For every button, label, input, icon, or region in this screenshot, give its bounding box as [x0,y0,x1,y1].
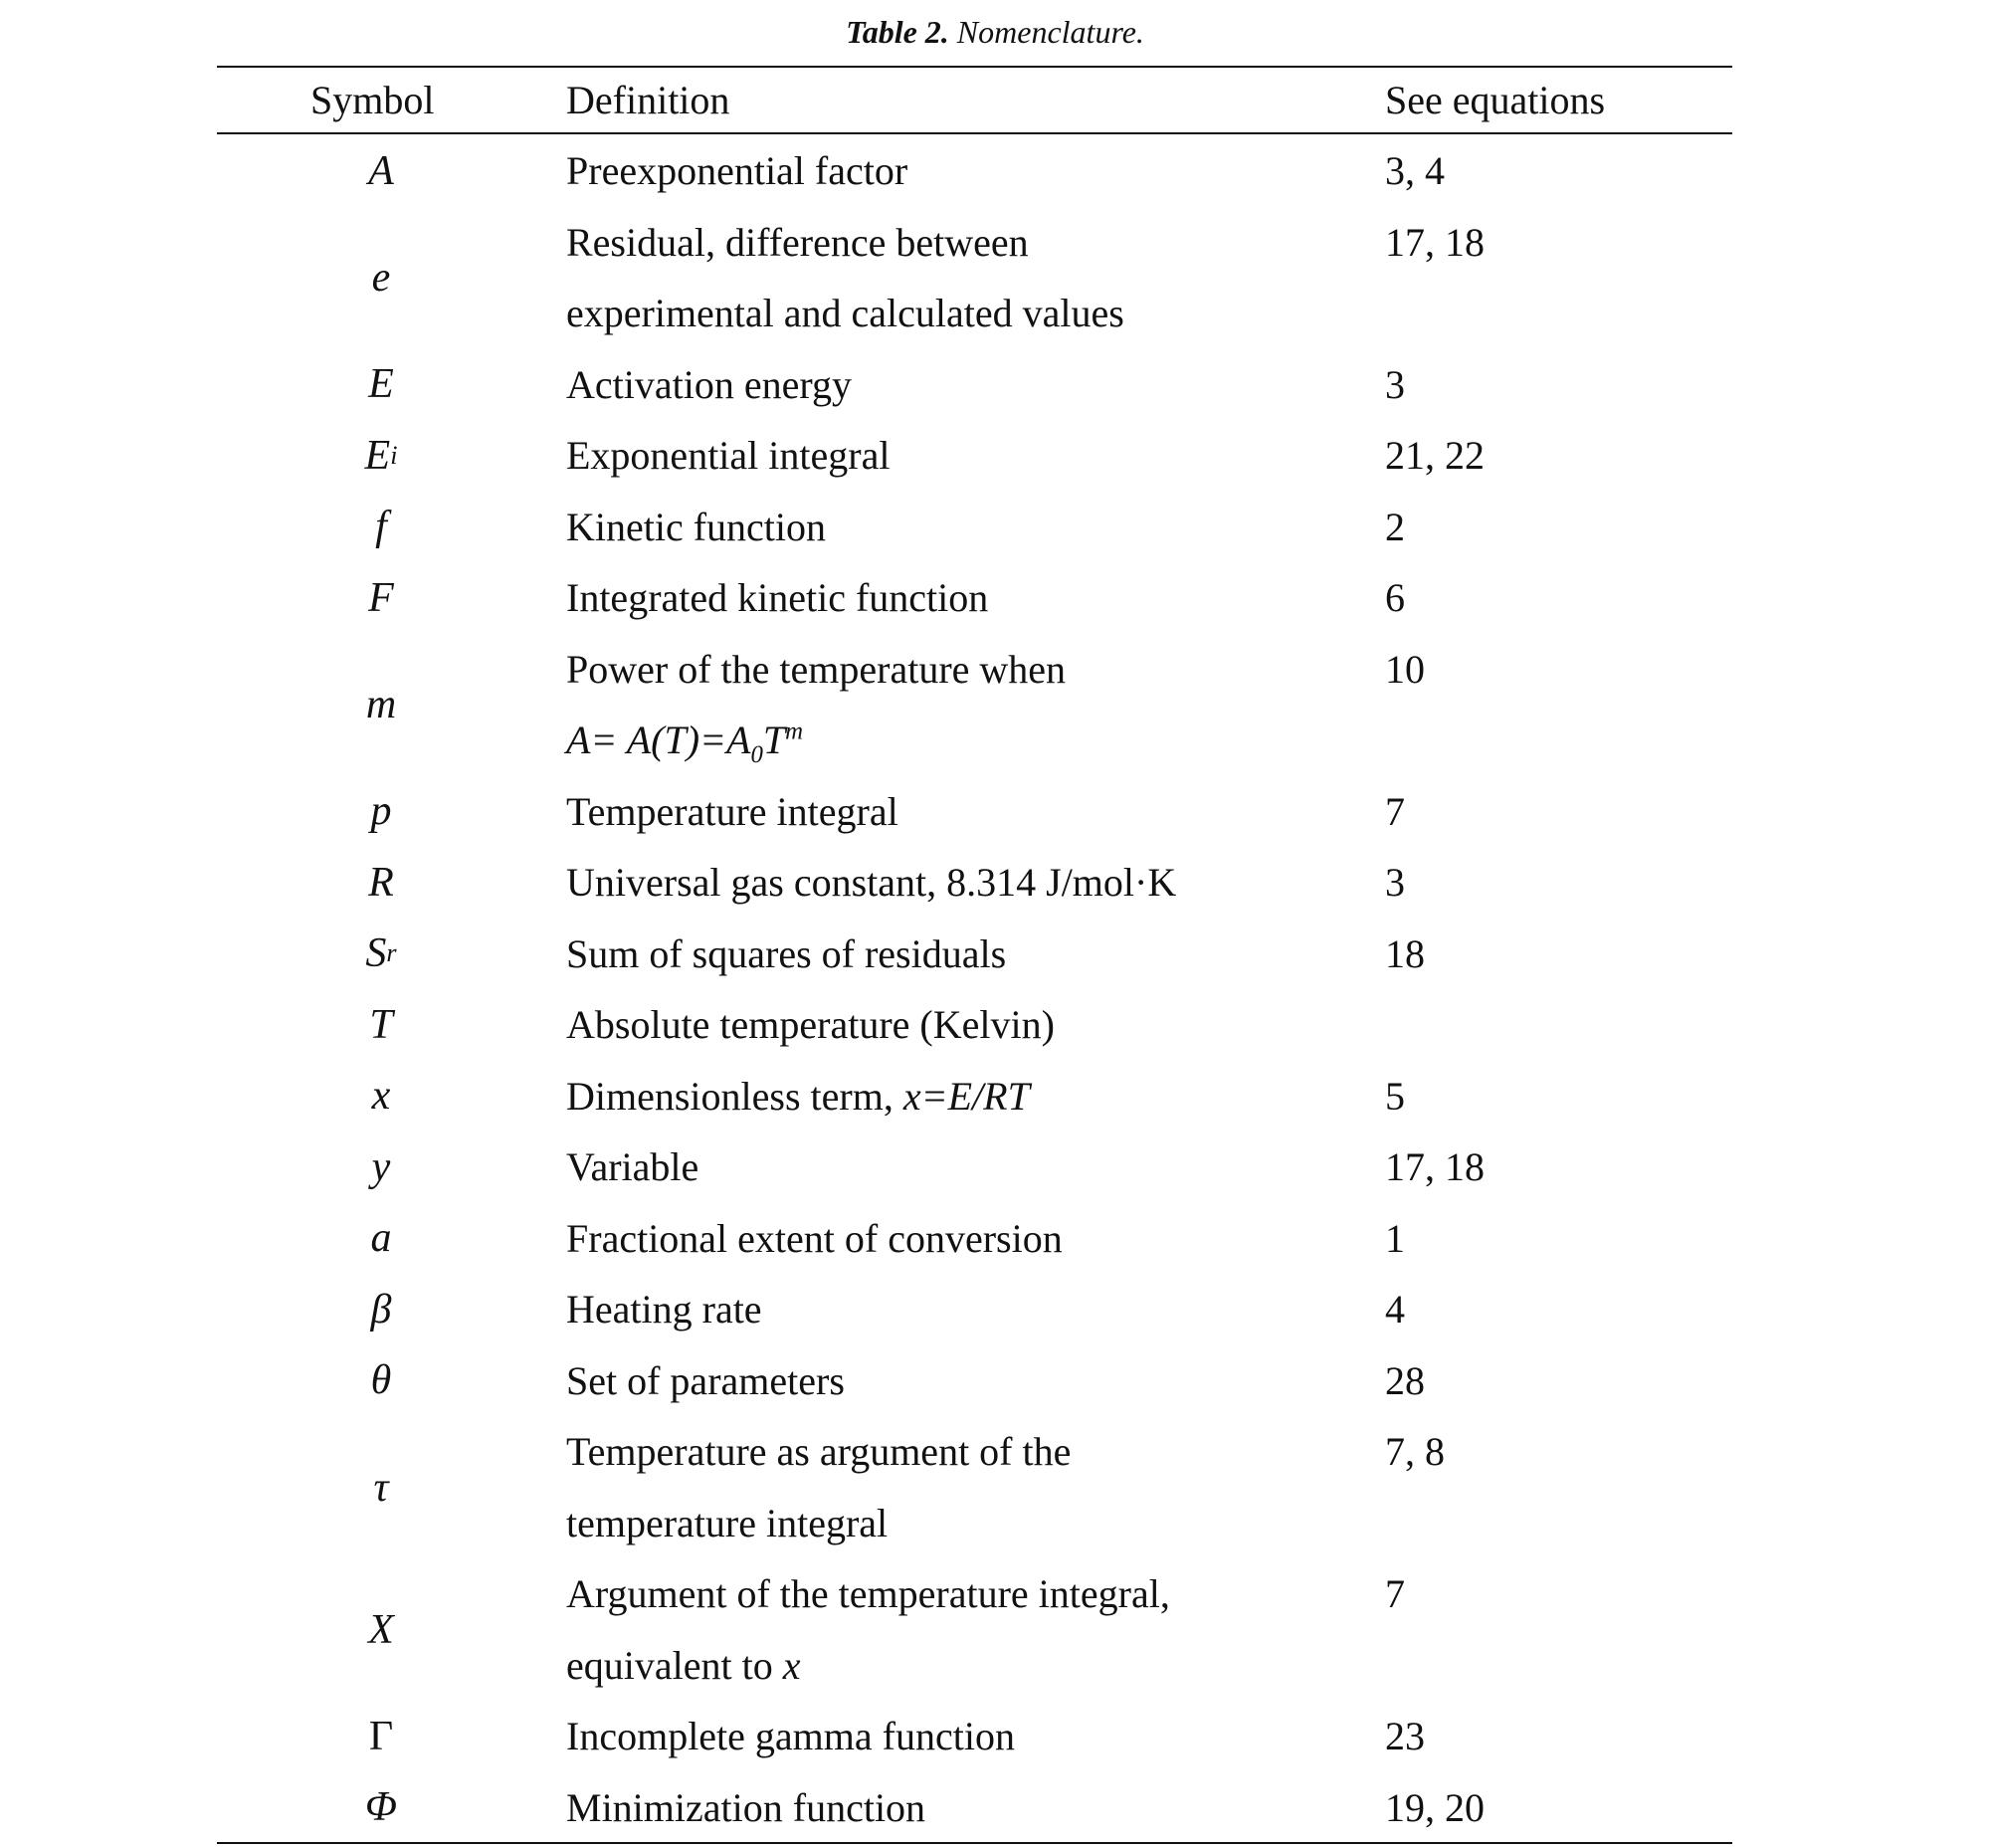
definition-text: Kinetic function [566,504,827,549]
symbol: β [370,1286,392,1333]
equations-cell: 7 [1385,788,1405,834]
nomenclature-table-body [217,135,1732,1843]
symbol-cell [217,1203,545,1275]
definition-cell [566,135,907,207]
table-row [217,776,1732,848]
definition-text: temperature integral [566,1500,889,1545]
symbol-cell: S r [365,930,397,977]
symbol: F [368,574,394,621]
definition-text: Variable [566,1144,699,1189]
definition-cell [566,1131,698,1203]
table-caption [0,14,1990,51]
equations-cell: 7 [1385,1571,1405,1616]
definition-cell [566,349,852,421]
definition-text: Set of parameters [566,1357,845,1403]
definition-line [566,1345,845,1417]
symbol: E [364,432,391,479]
definition-cell [566,1772,925,1844]
header-definition: Definition [566,78,730,122]
definition-cell [566,1416,1071,1558]
symbol-cell [217,1558,545,1701]
equations-cell: 4 [1385,1287,1405,1332]
symbol-cell [217,1772,545,1844]
symbol-cell [217,207,545,349]
equations-cell: 3 [1385,361,1405,407]
symbol-cell: E i [364,432,398,479]
symbol-cell [217,1345,545,1417]
equations-cell: 21, 22 [1385,433,1485,478]
symbol-cell [217,492,545,563]
symbol-cell [217,1274,545,1345]
symbol: T [369,1001,393,1048]
definition-text: experimental and calculated values [566,291,1124,335]
table-row [217,1558,1732,1701]
table-row [217,847,1732,919]
symbol: S [365,930,387,977]
table-row [217,1203,1732,1275]
symbol-cell [217,1416,545,1558]
definition-text: Incomplete gamma function [566,1714,1015,1758]
symbol: p [370,788,392,835]
definition-cell [566,562,988,634]
definition-cell [566,1701,1015,1772]
definition-text: equivalent to [566,1642,783,1688]
symbol: e [371,255,391,301]
definition-text: Exponential integral [566,433,891,478]
symbol: Γ [368,1713,394,1759]
symbol: A [368,147,394,194]
definition-text: Fractional extent of conversion [566,1215,1063,1261]
symbol-cell [217,135,545,207]
table-row [217,1772,1732,1844]
definition-text: Minimization function [566,1784,926,1830]
equations-cell: 19, 20 [1385,1784,1485,1830]
definition-text: Universal gas constant, 8.314 J/mol·K [566,860,1177,905]
definition-cell [566,207,1124,349]
header-equations: See equations [1385,78,1606,122]
definition-text: 0 [750,741,763,768]
symbol-cell [217,989,545,1061]
header-symbol: Symbol [310,78,435,122]
definition-text: Activation energy [566,361,852,407]
table-row [217,634,1732,776]
definition-cell [566,989,1055,1061]
definition-text: Dimensionless term, [566,1073,903,1119]
table-row [217,1274,1732,1345]
symbol-cell [217,1131,545,1203]
definition-cell [566,1203,1063,1275]
definition-line [566,1416,1071,1488]
equations-cell: 6 [1385,575,1405,620]
symbol: Φ [365,1784,397,1831]
definition-line [566,349,852,421]
definition-line [566,919,1006,990]
definition-text: Preexponential factor [566,148,908,193]
definition-text: Integrated kinetic function [566,575,989,620]
symbol: x [371,1073,391,1120]
equations-cell: 10 [1385,646,1425,692]
equations-cell: 17, 18 [1385,219,1485,265]
top-rule [217,66,1732,68]
equations-cell: 5 [1385,1073,1405,1119]
table-row [217,207,1732,349]
definition-text: Temperature integral [566,788,898,834]
symbol: X [368,1606,394,1653]
table-row [217,135,1732,207]
symbol-cell [217,1061,545,1132]
definition-text: T [762,718,786,762]
symbol: θ [370,1357,392,1404]
definition-line [566,1203,1063,1275]
definition-line [566,1701,1015,1772]
definition-line [566,1274,762,1345]
symbol-cell [217,349,545,421]
definition-text: A= A(T)=A [566,718,751,762]
equations-cell: 18 [1385,930,1425,976]
symbol: f [375,504,387,550]
table-label: Table 2. [846,14,949,50]
symbol: a [370,1215,392,1262]
definition-line [566,1061,1030,1132]
symbol: y [371,1143,391,1190]
definition-line [566,562,988,634]
table-row [217,1701,1732,1772]
definition-line [566,634,1066,706]
table-row [217,420,1732,492]
table-row [217,492,1732,563]
equations-cell: 1 [1385,1215,1405,1261]
table-row [217,989,1732,1061]
definition-text: Argument of the temperature integral, [566,1571,1170,1616]
definition-cell [566,492,826,563]
definition-line [566,776,898,848]
header-rule [217,132,1732,134]
symbol: E [368,361,394,408]
definition-cell [566,1274,762,1345]
table-title: Nomenclature. [948,14,1144,50]
definition-line [566,989,1055,1061]
definition-text: x [782,1642,801,1688]
definition-text: Heating rate [566,1287,762,1332]
bottom-rule [217,1842,1732,1844]
definition-cell [566,1061,1030,1132]
equations-cell: 3, 4 [1385,148,1445,193]
definition-line [566,492,826,563]
definition-line [566,207,1124,279]
definition-text: Temperature as argument of the [566,1429,1072,1474]
table-row [217,562,1732,634]
definition-text: Absolute temperature (Kelvin) [566,1002,1055,1047]
equations-cell: 23 [1385,1714,1425,1758]
symbol: m [365,682,397,727]
equations-cell: 7, 8 [1385,1429,1445,1474]
symbol-cell [217,562,545,634]
table-row [217,1345,1732,1417]
symbol-cell [217,1701,545,1772]
symbol: R [368,859,394,906]
definition-line [566,1630,1170,1702]
symbol-cell [217,634,545,776]
table-row [217,349,1732,421]
symbol: τ [373,1464,389,1511]
definition-line [566,1772,925,1844]
definition-cell [566,1345,845,1417]
table-row [217,1061,1732,1132]
definition-line [566,705,1066,776]
definition-line [566,135,907,207]
definition-text: Sum of squares of residuals [566,930,1007,976]
symbol-cell [217,847,545,919]
definition-line [566,1488,1071,1559]
equations-cell: 2 [1385,504,1405,549]
definition-line [566,1558,1170,1630]
table-row [217,1416,1732,1558]
definition-cell [566,919,1006,990]
symbol-cell [217,776,545,848]
definition-text: Residual, difference between [566,219,1029,265]
table-row [217,919,1732,990]
equations-cell: 3 [1385,860,1405,905]
definition-cell [566,420,890,492]
definition-cell [566,1558,1170,1701]
definition-cell [566,776,898,848]
definition-text: x=E/RT [902,1073,1030,1119]
definition-line [566,278,1124,349]
equations-cell: 17, 18 [1385,1144,1485,1189]
definition-cell [566,634,1066,776]
definition-line [566,420,890,492]
definition-line [566,1131,698,1203]
table-row [217,1131,1732,1203]
definition-line [566,847,1176,919]
definition-cell [566,847,1176,919]
equations-cell: 28 [1385,1357,1425,1403]
definition-text: Power of the temperature when [566,646,1067,692]
definition-text: m [785,718,804,745]
